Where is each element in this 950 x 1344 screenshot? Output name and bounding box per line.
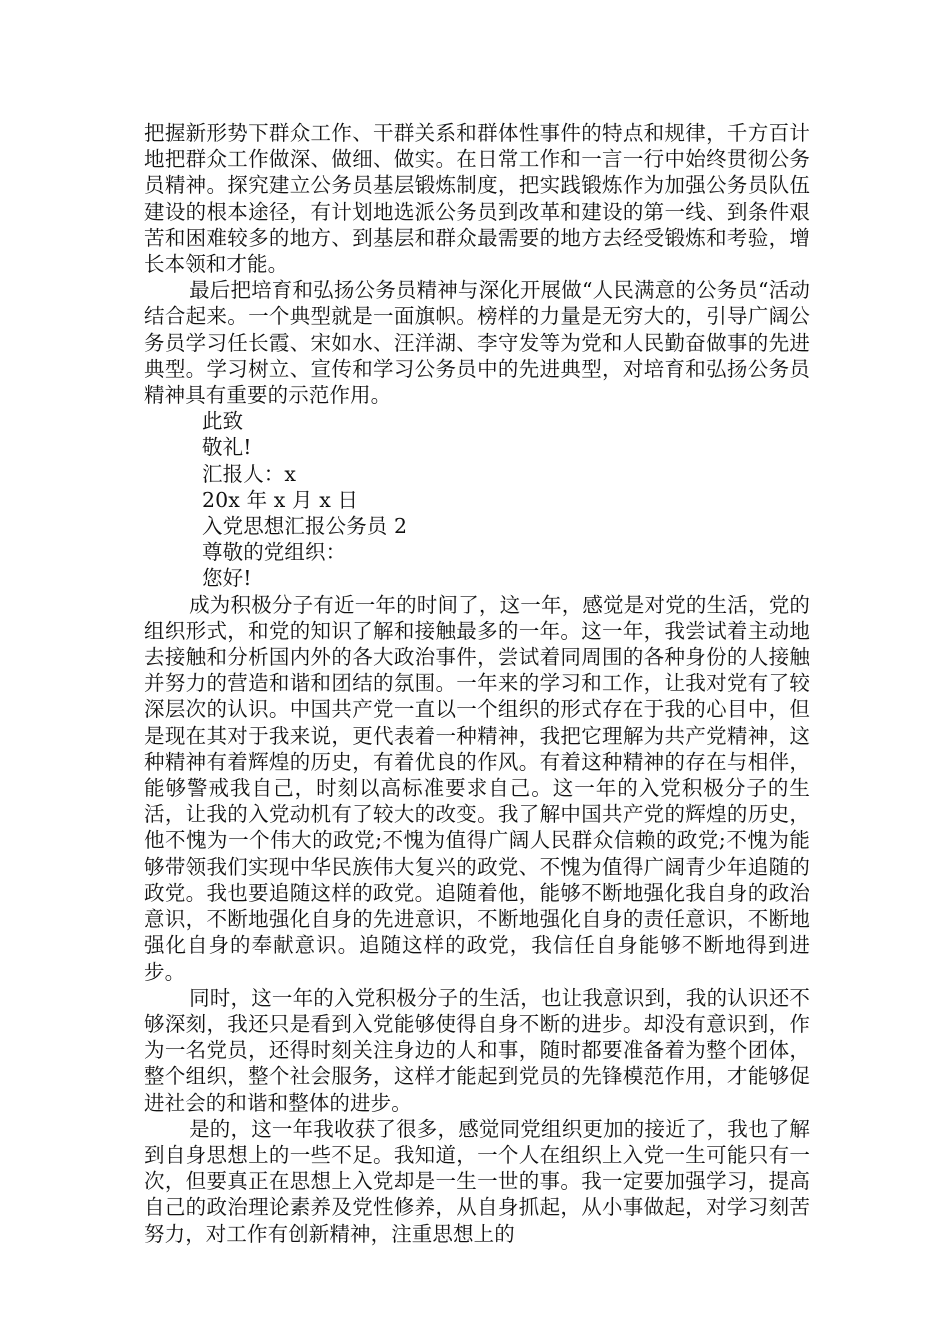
paragraph-3: 是的，这一年我收获了很多，感觉同党组织更加的接近了，我也了解到自身思想上的一些不足。我知道，一个人在组织上入党一生可能只有一次，但要真正在思想上入党却是一生一世的事。我一定要加强学习，提高自己的政治理论素养及党性修养，从自身抓起，从小事做起，对学习刻苦努力，对工作有创新精神，注重思想上的	[144, 1116, 810, 1246]
paragraph-continued: 把握新形势下群众工作、干群关系和群体性事件的特点和规律，千方百计地把群众工作做深、做细、做实。在日常工作和一言一行中始终贯彻公务员精神。探究建立公务员基层锻炼制度，把实践锻炼作为加强公务员队伍建设的根本途径，有计划地选派公务员到改革和建设的第一线、到条件艰苦和困难较多的地方、到基层和群众最需要的地方去经受锻炼和考验，增长本领和才能。	[144, 121, 810, 277]
greeting: 您好!	[202, 566, 252, 591]
paragraph-final: 最后把培育和弘扬公务员精神与深化开展做“人民满意的公务员“活动结合起来。一个典型就是一面旗帜。榜样的力量是无穷大的，引导广阔公务员学习任长霞、宋如水、汪洋湖、李守发等为党和人民勤奋做事的先进典型。学习树立、宣传和学习公务员中的先进典型，对培育和弘扬公务员精神具有重要的示范作用。	[144, 278, 810, 408]
date-line: 20x 年 x 月 x 日	[202, 487, 359, 512]
paragraph-1: 成为积极分子有近一年的时间了，这一年，感觉是对党的生活，党的组织形式，和党的知识了解和接触最多的一年。这一年，我尝试着主动地去接触和分析国内外的各大政治事件，尝试着同周围的各种身份的人接触并努力的营造和谐和团结的氛围。一年来的学习和工作，让我对党有了较深层次的认识。中国共产党一直以一个组织的形式存在于我的心目中，但是现在其对于我来说，更代表着一种精神，我把它理解为共产党精神，这种精神有着辉煌的历史，有着优良的作风。有着这种精神的存在与相伴，能够警戒我自己，时刻以高标准要求自己。这一年的入党积极分子的生活，让我的入党动机有了较大的改变。我了解中国共产党的辉煌的历史，他不愧为一个伟大的政党;不愧为值得广阔人民群众信赖的政党;不愧为能够带领我们实现中华民族伟大复兴的政党、不愧为值得广阔青少年追随的政党。我也要追随这样的政党。追随着他，能够不断地强化我自身的政治意识，不断地强化自身的先进意识，不断地强化自身的责任意识，不断地强化自身的奉献意识。追随这样的政党，我信任自身能够不断地得到进步。	[144, 592, 810, 984]
closing-line-1: 此致	[202, 409, 244, 434]
reporter-line: 汇报人：x	[202, 461, 297, 486]
document-body	[144, 120, 810, 1247]
paragraph-2: 同时，这一年的入党积极分子的生活，也让我意识到，我的认识还不够深刻，我还只是看到入党能够使得自身不断的进步。却没有意识到，作为一名党员，还得时刻关注身边的人和事，随时都要准备着为整个团体，整个组织，整个社会服务，这样才能起到党员的先锋模范作用，才能够促进社会的和谐和整体的进步。	[144, 985, 810, 1115]
salutation: 尊敬的党组织：	[202, 540, 347, 565]
closing-line-2: 敬礼!	[202, 435, 252, 460]
section-title: 入党思想汇报公务员 2	[202, 514, 408, 539]
